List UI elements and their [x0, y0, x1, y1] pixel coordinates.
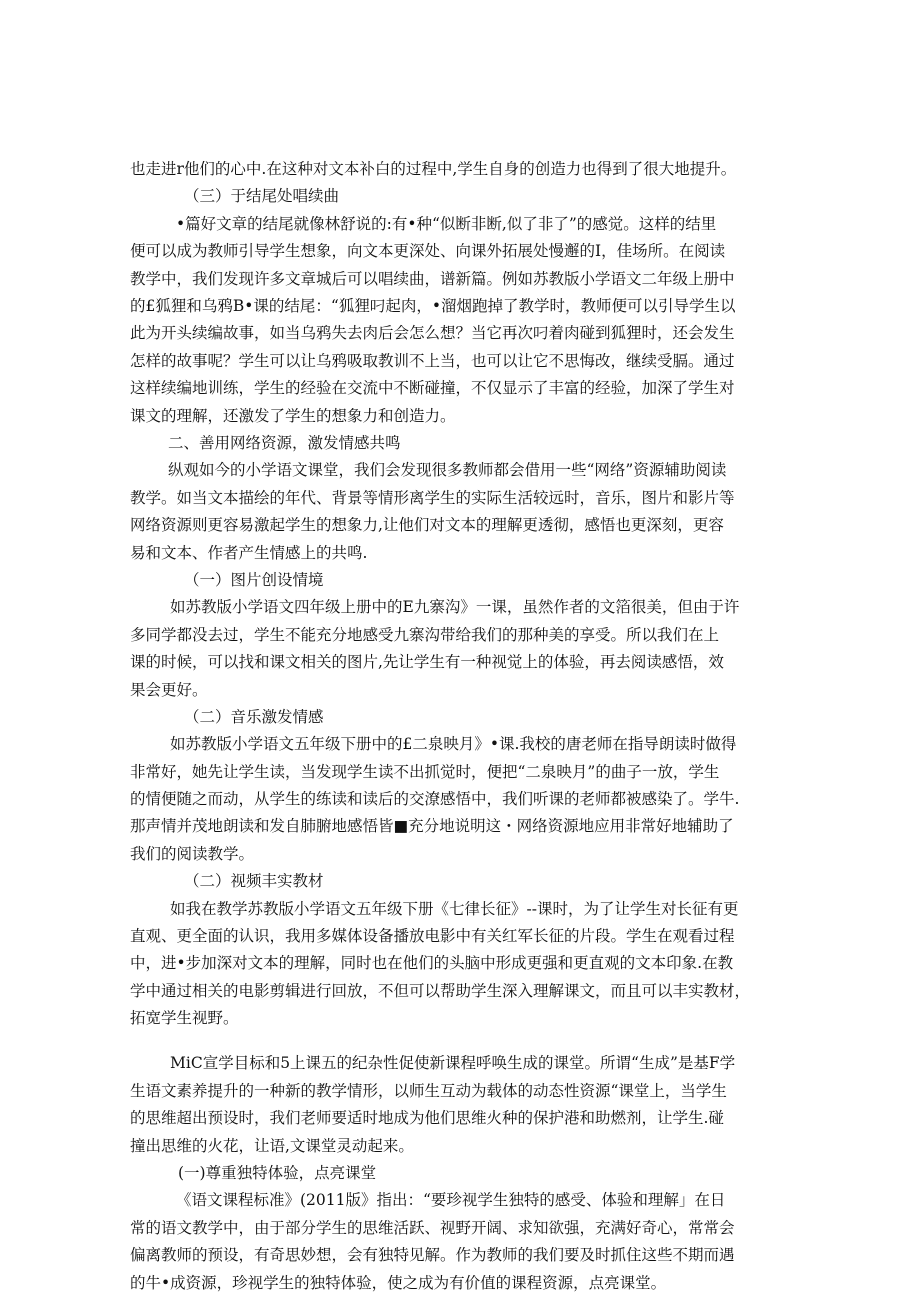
paragraph-line: 那声情并茂地朗读和发自肺腑地感悟皆■充分地说明这・网络资源地应用非常好地辅助了 [130, 817, 734, 835]
paragraph-line: 的情便随之而动，从学生的练读和读后的交潦感悟中，我们听课的老师都被感染了。学牛. [130, 790, 740, 808]
paragraph-line: 如苏教版小学语文五年级下册中的£二泉映月》•课.我校的唐老师在指导朗读时做得 [170, 735, 737, 753]
paragraph-line: 果会更好。 [130, 681, 208, 699]
paragraph-line: 拓宽学生视野。 [130, 1009, 239, 1027]
paragraph-line: 课文的理解，还激发了学生的想象力和创造力。 [130, 407, 456, 425]
paragraph-line: 《语文课程标准》(2011版》指出：“要珍视学生独特的感受、体验和理解」在日 [176, 1191, 726, 1209]
paragraph-line: 多同学都没去过，学生不能充分地感受九寨沟带给我们的那种美的享受。所以我们在上 [130, 626, 720, 644]
section-heading: （一）图片创设情境 [184, 571, 324, 589]
paragraph-line: 便可以成为教师引导学生想象，向文本更深处、向课外拓展处慢邂的I，佳场所。在阅读 [130, 242, 726, 260]
paragraph-line: 纵观如今的小学语文课堂，我们会发现很多教师都会借用一些“网络”资源辅助阅读 [168, 461, 727, 479]
paragraph-line: 教学。如当文本描绘的年代、背景等情形离学生的实际生活较远时，音乐，图片和影片等 [130, 489, 735, 507]
section-heading: （二）音乐激发情感 [184, 708, 324, 726]
paragraph-line: 的思维超出预设时，我们老师要适时地成为他们思维火种的保护港和助燃剂，让学生.碰 [130, 1109, 724, 1127]
paragraph-line: 的牛•成资源，珍视学生的独特体验，使之成为有价值的课程资源，点亮课堂。 [130, 1274, 667, 1292]
paragraph-line: 课的时候，可以找和课文相关的图片,先让学生有一种视觉上的体验，再去阅读感悟，效 [130, 653, 724, 671]
paragraph-line: 这样续编地训练，学生的经验在交流中不断碰撞，不仅显示了丰富的经验，加深了学生对 [130, 379, 735, 397]
paragraph-line: 的£狐狸和乌鸦B•课的结尾：“狐狸叼起肉，•溜烟跑掉了教学时，教师便可以引导学生以 [130, 297, 736, 315]
section-heading: （二）视频丰实教材 [184, 872, 324, 890]
paragraph-line: 怎样的故事呢？学生可以让乌鸦吸取教训不上当，也可以让它不思悔改，继续受膈。通过 [130, 352, 735, 370]
section-heading: （三）于结尾处唱续曲 [184, 187, 340, 205]
paragraph-line: 中，进•步加深对文本的理解，同时也在他们的头脑中形成更强和更直观的文本印象.在教 [130, 954, 734, 972]
paragraph-line: 偏离教师的预设，有奇思妙想，会有独特见解。作为教师的我们要及时抓住这些不期而遇 [130, 1246, 735, 1264]
paragraph-line: 也走进r他们的心中.在这种对文本补白的过程中,学生自身的创造力也得到了很大地提升。 [130, 160, 737, 178]
paragraph-line: 非常好，她先让学生读，当发现学生读不出抓觉时，便把“二泉映月”的曲子一放，学生 [130, 763, 720, 781]
paragraph-line: 生语文素养提升的一种新的教学情形，以师生互动为载体的动态性资源“课堂上，当学生 [130, 1082, 727, 1100]
paragraph-line: 学中通过相关的电影剪辑进行回放，不但可以帮助学生深入理解课文，而且可以丰实教材， [130, 982, 751, 1000]
section-heading: (一)尊重独特体验，点亮课堂 [178, 1164, 377, 1182]
paragraph-line: •篇好文章的结尾就像林舒说的:有•种“似断非断,似了非了”的感觉。这样的结里 [176, 215, 717, 233]
paragraph-line: 如苏教版小学语文四年级上册中的E九寨沟》一课，虽然作者的文箔很美，但由于许 [170, 598, 740, 616]
paragraph-line: 直观、更全面的认识，我用多媒体设备播放电影中有关红军长征的片段。学生在观看过程 [130, 927, 735, 945]
section-heading: 二、善用网络资源，激发情感共鸣 [168, 434, 401, 452]
paragraph-line: 网络资源则更容易激起学生的想象力,让他们对文本的理解更透彻，感悟也更深刻，更容 [130, 516, 724, 534]
paragraph-line: 教学中，我们发现许多文章城后可以唱续曲，谱新篇。例如苏教版小学语文二年级上册中 [130, 270, 735, 288]
paragraph-line: 撞出思维的火花，让语,文课堂灵动起来。 [130, 1137, 414, 1155]
paragraph-line: MiC宣学目标和5上课五的纪杂性促使新课程呼唤生成的课堂。所谓“生成”是基F学 [170, 1054, 736, 1072]
paragraph-line: 常的语文教学中，由于部分学生的思维活跃、视野开阔、求知欲强，充满好奇心，常常会 [130, 1219, 735, 1237]
paragraph-line: 易和文本、作者产生情感上的共鸣. [130, 544, 368, 562]
paragraph-line: 此为开头续编故事，如当乌鸦失去肉后会怎么想？当它再次叼着肉碰到狐狸时，还会发生 [130, 324, 735, 342]
paragraph-line: 我们的阅读教学。 [130, 845, 255, 863]
paragraph-line: 如我在教学苏教版小学语文五年级下册《七律长征》--课时，为了让学生对长征有更 [170, 900, 739, 918]
